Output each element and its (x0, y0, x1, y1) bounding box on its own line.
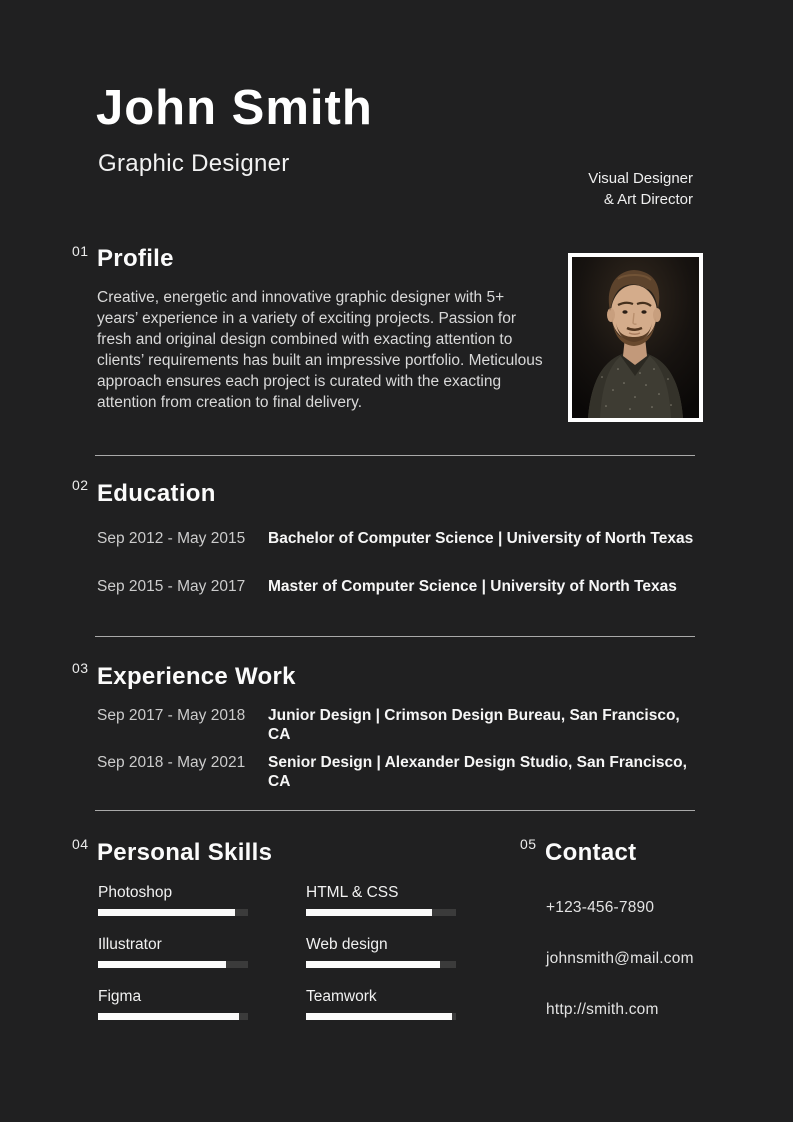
experience-dates: Sep 2017 - May 2018 (97, 707, 246, 724)
contact-phone: +123-456-7890 (546, 899, 655, 916)
skill-bar-fill (306, 961, 440, 968)
tagline (588, 168, 693, 210)
education-row (97, 577, 697, 596)
skill-item (98, 936, 248, 968)
contact-email: johnsmith@mail.com (546, 950, 694, 967)
skill-bar-track (98, 1013, 248, 1020)
skill-bar-track (98, 961, 248, 968)
education-detail: Master of Computer Science | University of North Texas (268, 578, 677, 595)
section-number-profile: 01 (72, 243, 89, 259)
divider-after-education (95, 636, 695, 637)
experience-detail: Senior Design | Alexander Design Studio, San Francisco, CA (268, 754, 687, 790)
job-title: Graphic Designer (98, 150, 290, 177)
education-dates: Sep 2015 - May 2017 (97, 578, 246, 595)
skill-bar-track (306, 1013, 456, 1020)
skill-label: Figma (98, 988, 142, 1005)
divider-after-experience (95, 810, 695, 811)
skill-item (98, 884, 248, 916)
skill-bar-fill (306, 1013, 452, 1020)
experience-row (97, 706, 697, 744)
section-title-experience: Experience Work (97, 663, 296, 690)
experience-dates: Sep 2018 - May 2021 (97, 754, 246, 771)
experience-row (97, 753, 697, 791)
tagline-line-1: Visual Designer (588, 170, 693, 187)
section-number-experience: 03 (72, 660, 89, 676)
section-title-contact: Contact (545, 839, 637, 866)
section-title-skills: Personal Skills (97, 839, 273, 866)
portrait-illustration (572, 257, 699, 418)
skill-bar-track (306, 961, 456, 968)
skill-label: Web design (306, 936, 388, 953)
profile-text: Creative, energetic and innovative graphic designer with 5+ years’ experience in a variety of exciting projects. Passion for fresh and original design combined with exacting attention to clients’ requirements has built an impressive portfolio. Meticulous approach ensures each project is curated with the exacting attention from creation to final delivery. (97, 289, 543, 411)
skill-item (306, 936, 456, 968)
skill-bar-fill (98, 909, 235, 916)
profile-photo (568, 253, 703, 422)
skill-label: HTML & CSS (306, 884, 399, 901)
contact-website: http://smith.com (546, 1001, 659, 1018)
skill-item (306, 884, 456, 916)
section-number-skills: 04 (72, 836, 89, 852)
skill-bar-fill (98, 1013, 239, 1020)
skill-label: Teamwork (306, 988, 377, 1005)
person-name: John Smith (96, 81, 373, 135)
section-number-contact: 05 (520, 836, 537, 852)
section-title-education: Education (97, 480, 216, 507)
skill-bar-track (306, 909, 456, 916)
skill-item (98, 988, 248, 1020)
education-dates: Sep 2012 - May 2015 (97, 530, 246, 547)
education-row (97, 529, 697, 548)
section-number-education: 02 (72, 477, 89, 493)
skill-item (306, 988, 456, 1020)
experience-detail: Junior Design | Crimson Design Bureau, San Francisco, CA (268, 707, 680, 743)
skill-bar-fill (98, 961, 226, 968)
skill-label: Illustrator (98, 936, 162, 953)
skill-bar-fill (306, 909, 432, 916)
section-title-profile: Profile (97, 245, 174, 272)
tagline-line-2: & Art Director (603, 191, 693, 208)
divider-after-profile (95, 455, 695, 456)
education-detail: Bachelor of Computer Science | University of North Texas (268, 530, 694, 547)
skill-bar-track (98, 909, 248, 916)
skill-label: Photoshop (98, 884, 173, 901)
